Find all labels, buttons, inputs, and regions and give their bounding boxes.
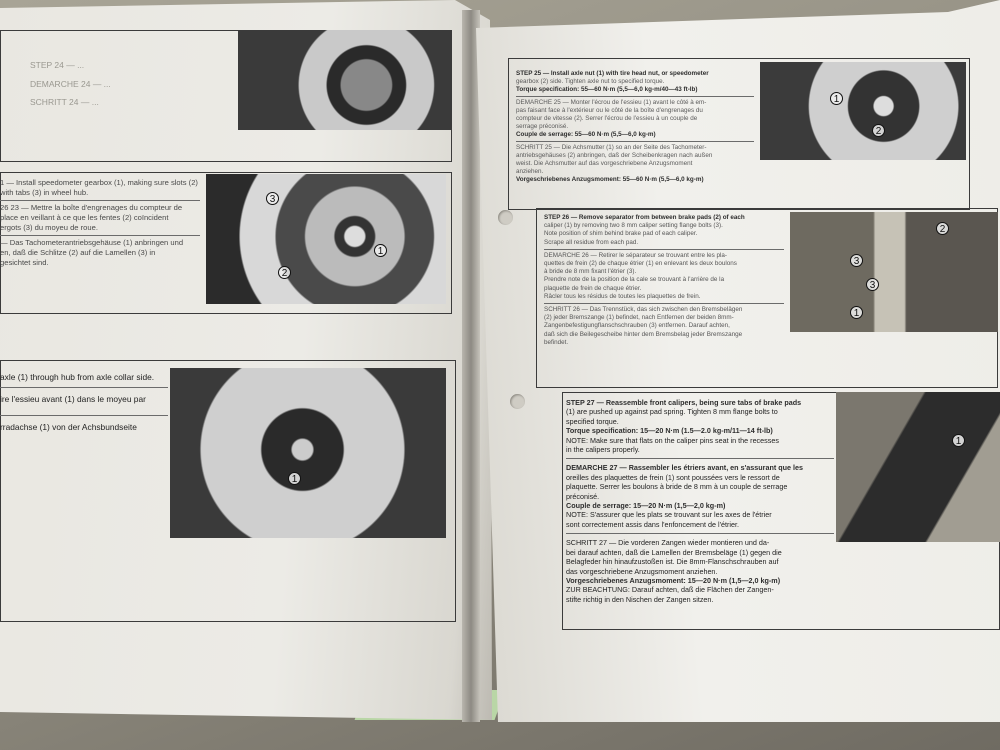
step24-photo: [238, 30, 452, 130]
callout-1: 1: [830, 92, 843, 105]
callout-1: 1: [952, 434, 965, 447]
step26-text: STEP 26 — Remove separator from between brake pads (2) of each caliper (1) by removing two 8 mm caliper setting flange bolts (3). Note position of shim behind brake pad of each caliper. Scrape all residue from each pad. DEMARCHE 26 — Retirer le séparateur se trouvant entre les pla- quettes de frein (2) de chaque étrier (1) en enlevant les deux boulons à bride de 8 mm fixant l'étrier (3). Prendre note de la position de la cale se trouvant à l'arrière de la plaquette de frein de chaque étrier. Râcler tous les résidus de toutes les plaquettes de frein. SCHRITT 26 — Das Trennstück, das sich zwischen den Bremsbelägen (2) jeder Bremszange (1) befindet, nach Entfernen der beiden 8mm- Zangenbefestigungflanschschrauben (3) entfernen. Darauf achten, daß sich die Beilegescheibe hinter dem Bremsbelag jeder Bremszange befindet.: [544, 214, 788, 347]
callout-3: 3: [850, 254, 863, 267]
step27-text: STEP 27 — Reassemble front calipers, being sure tabs of brake pads (1) are pushed up against pad spring. Tighten 8 mm flange bolts to specified torque. Torque specification: 15—20 N·m (1.5—2.0 kg-m/11—14 ft-lb) NOTE: Make sure that flats on the caliper pins seat in the recesses in the calipers properly. DEMARCHE 27 — Rassembler les étriers avant, en s'assurant que les oreilles des plaquettes de frein (1) sont poussées vers le ressort de plaquette. Serrer les boulons à bride de 8 mm à un couple de serrage préconisé. Couple de serrage: 15—20 N·m (1,5—2,0 kg-m) NOTE: S'assurer que les plats se trouvant sur les axes de l'étrier sont correctement assis dans l'enfoncement de l'étrier. SCHRITT 27 — Die vorderen Zangen wieder montieren und da- bei darauf achten, daß die Lamellen der Bremsbeläge (1) gegen die Belagfeder hin hinaufzustoßen ist. Die 8mm-Flanschschrauben auf das vorgeschriebene Anzugsmoment anziehen. Vorgeschriebenes Anzugsmoment: 15—20 N·m (1,5—2,0 kg-m) ZUR BEACHTUNG: Darauf achten, daß die Flächen der Zangen- stifte richtig in den Nischen der Zangen sitzen.: [566, 398, 838, 604]
step22-photo: [170, 368, 446, 538]
step24-text: STEP 24 — ... DEMARCHE 24 — ... SCHRITT 24 — ...: [30, 60, 111, 107]
callout-3: 3: [266, 192, 279, 205]
callout-1: 1: [374, 244, 387, 257]
step23-text: 1 — Install speedometer gearbox (1), making sure slots (2) with tabs (3) in wheel hub. 26 23 — Mettre la boîte d'engrenages du compteur de place en veillant à ce que les fentes (2) coïncident ergots (3) du moyeu de roue. — Das Tachometerantriebsgehäuse (1) anbringen und en, daß die Schlitze (2) auf die Lamellen (3) in gesichtet sind.: [0, 178, 206, 268]
step27-photo: [836, 392, 1000, 542]
callout-2: 2: [936, 222, 949, 235]
callout-2: 2: [278, 266, 291, 279]
callout-2: 2: [872, 124, 885, 137]
callout-1: 1: [288, 472, 301, 485]
step25-text: STEP 25 — Install axle nut (1) with tire head nut, or speedometer gearbox (2) side. Tighten axle nut to specified torque. Torque specification: 55—60 N·m (5,5—6,0 kg-m/40—43 ft-lb) DEMARCHE 25 — Monter l'écrou de l'essieu (1) avant le côté à em- pas faisant face à l'extérieur ou le côté de la boîte d'engrenages du compteur de vitesse (2). Serrer l'écrou de l'essieu à un couple de serrage préconisé. Couple de serrage: 55—60 N·m (5,5—6,0 kg-m) SCHRITT 25 — Die Achsmutter (1) so an der Seite des Tachometer- antriebsgehäuses (2) anbringen, daß der Scheibenkragen nach außen weist. Die Achsmutter auf das vorgeschriebene Anzugsmoment anziehen. Vorgeschriebenes Anzugsmoment: 55—60 N·m (5,5—6,0 kg-m): [516, 70, 758, 184]
callout-3: 3: [866, 278, 879, 291]
binder-hole: [510, 394, 525, 409]
step22-text: axle (1) through hub from axle collar side. ire l'essieu avant (1) dans le moyeu par rradachse (1) von der Achsbundseite: [0, 372, 172, 433]
step23-photo: [206, 174, 446, 304]
step25-photo: [760, 62, 966, 160]
step26-photo: [790, 212, 998, 332]
binder-hole: [498, 210, 513, 225]
book-spine: [462, 10, 480, 722]
callout-1: 1: [850, 306, 863, 319]
